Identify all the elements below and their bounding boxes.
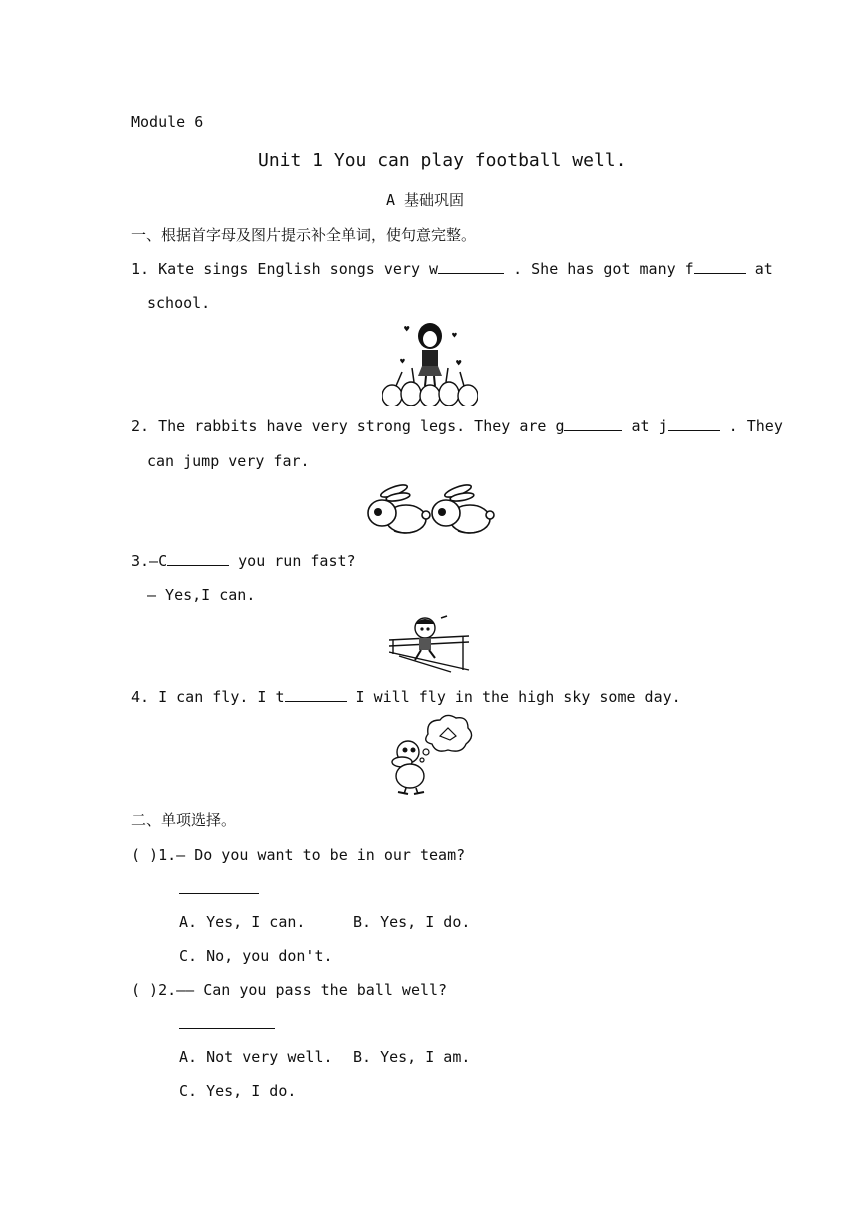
mc-q1-option-a[interactable]: A. Yes, I can. bbox=[179, 913, 306, 931]
q3-line1: 3.—C you run fast? bbox=[131, 552, 356, 570]
mc-q1-stem: ( )1.— Do you want to be in our team? bbox=[131, 846, 466, 864]
rabbits-icon bbox=[364, 481, 498, 539]
q4-blank-t[interactable] bbox=[285, 687, 347, 702]
mc-q2-stem: ( )2.—— Can you pass the ball well? bbox=[131, 981, 448, 999]
mc-q2-answer-line[interactable] bbox=[179, 1028, 275, 1029]
q1-line1: 1. Kate sings English songs very w . She has got many f at bbox=[131, 260, 773, 278]
boy-running-icon bbox=[389, 614, 471, 674]
mc-q2-option-c[interactable]: C. Yes, I do. bbox=[179, 1082, 297, 1100]
svg-text:♥: ♥ bbox=[452, 331, 457, 340]
girl-singing-icon bbox=[382, 320, 478, 406]
svg-text:♥: ♥ bbox=[456, 359, 462, 369]
q1-blank-w[interactable] bbox=[438, 259, 504, 274]
module-label: Module 6 bbox=[131, 113, 204, 131]
q3-line2: — Yes,I can. bbox=[147, 586, 256, 604]
mc-q2-option-a[interactable]: A. Not very well. bbox=[179, 1048, 333, 1066]
mc-q1-answer-line[interactable] bbox=[179, 893, 259, 894]
q2-blank-g[interactable] bbox=[564, 416, 622, 431]
svg-text:♥: ♥ bbox=[400, 357, 405, 366]
duck-dreaming-icon bbox=[388, 714, 474, 800]
mc-q1-option-c[interactable]: C. No, you don't. bbox=[179, 947, 333, 965]
mc-q2-option-b[interactable]: B. Yes, I am. bbox=[353, 1048, 471, 1066]
mc-q1-option-b[interactable]: B. Yes, I do. bbox=[353, 913, 471, 931]
q1-line2: school. bbox=[147, 294, 211, 312]
unit-title: Unit 1 You can play football well. bbox=[258, 150, 627, 171]
section-a-title: A 基础巩固 bbox=[386, 191, 465, 209]
q2-line1: 2. The rabbits have very strong legs. They are g at j . They bbox=[131, 417, 783, 435]
part2-heading: 二、单项选择。 bbox=[131, 811, 237, 829]
q2-line2: can jump very far. bbox=[147, 452, 310, 470]
part1-heading: 一、根据首字母及图片提示补全单词，使句意完整。 bbox=[131, 226, 477, 244]
q3-blank-c[interactable] bbox=[167, 551, 229, 566]
svg-text:♥: ♥ bbox=[404, 325, 410, 335]
q4-line1: 4. I can fly. I t I will fly in the high sky some day. bbox=[131, 688, 681, 706]
q1-blank-f[interactable] bbox=[694, 259, 746, 274]
q2-blank-j[interactable] bbox=[668, 416, 720, 431]
